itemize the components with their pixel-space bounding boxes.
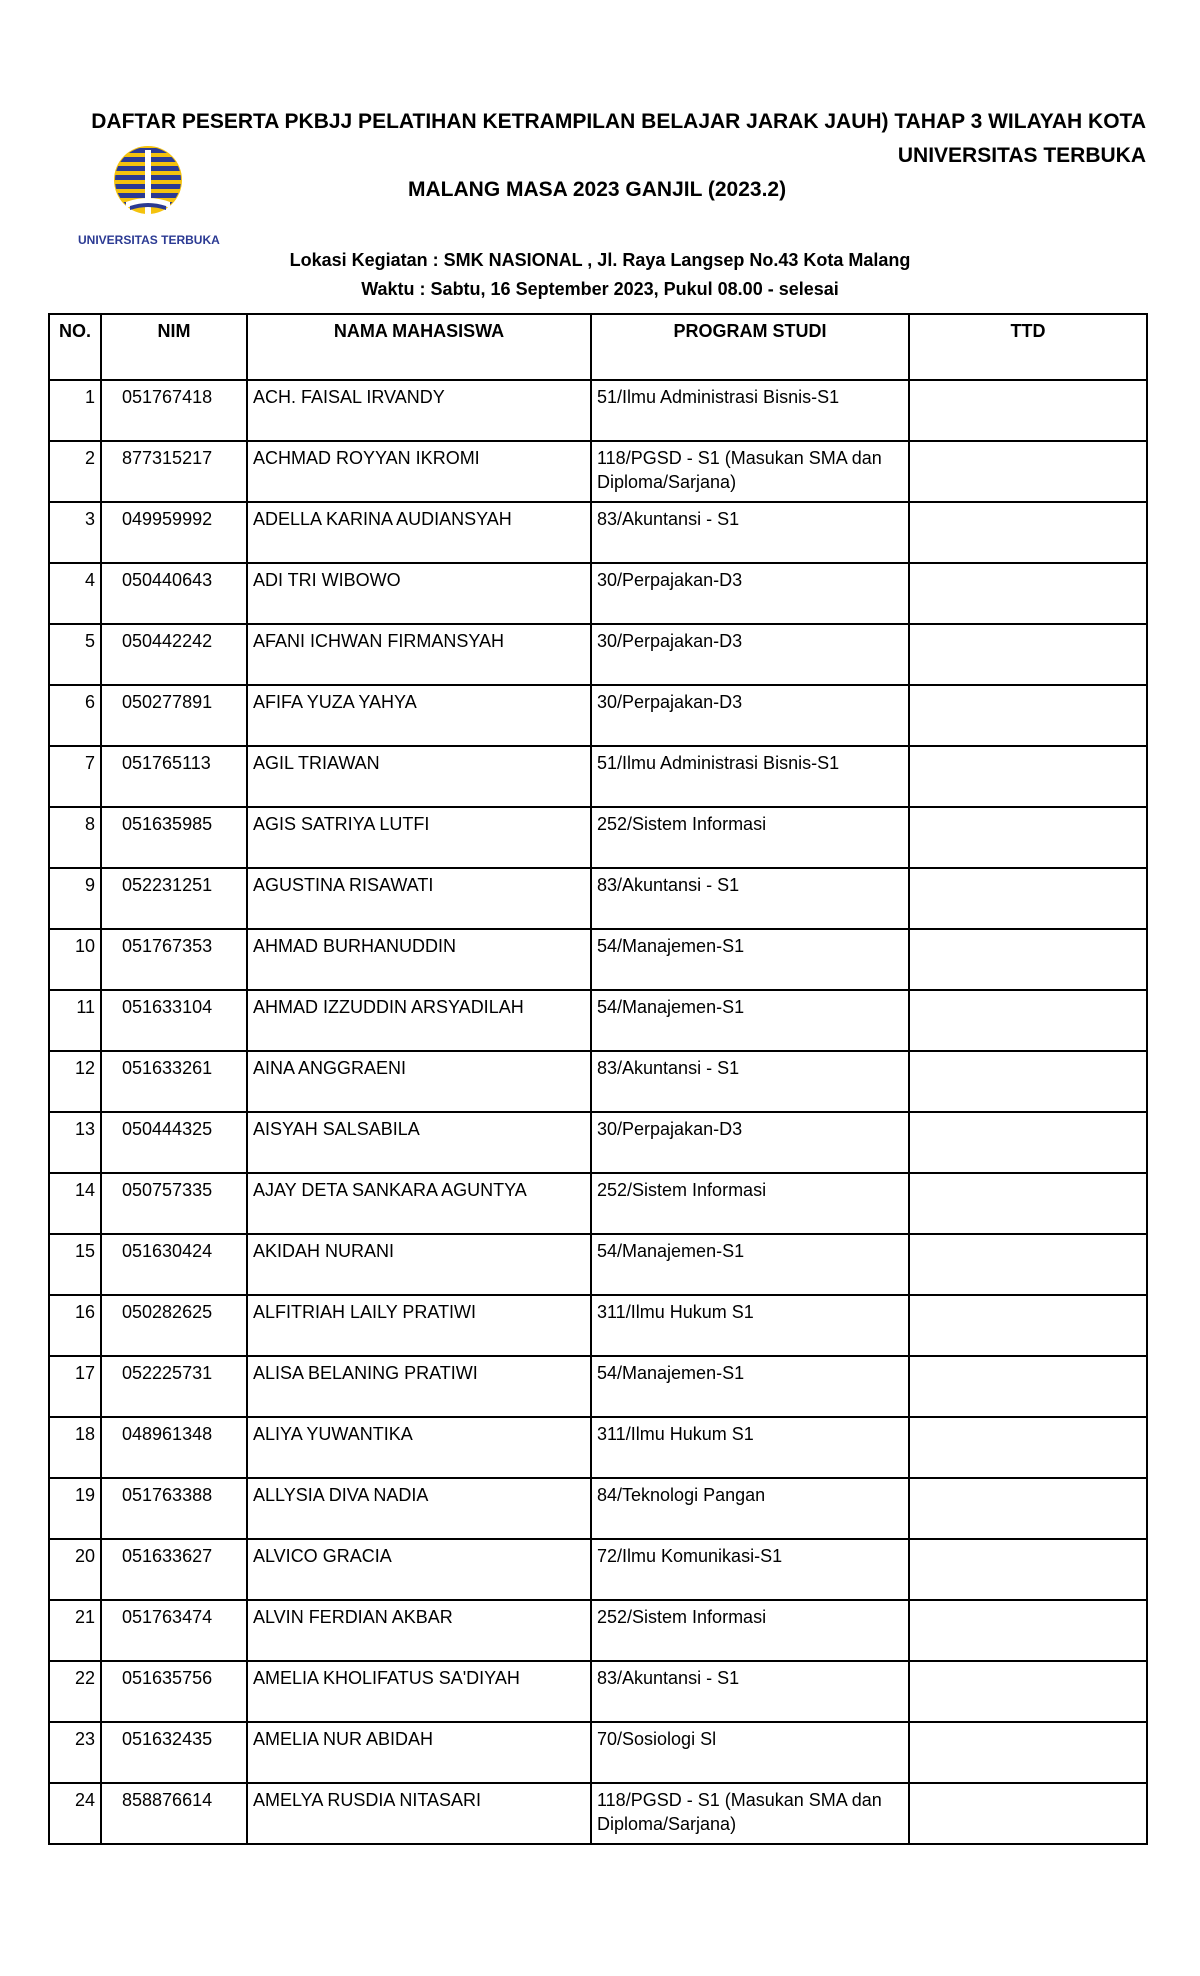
nim-cell: 050442242 <box>101 624 247 685</box>
nim-cell: 051630424 <box>101 1234 247 1295</box>
program-cell: 51/Ilmu Administrasi Bisnis-S1 <box>591 746 909 807</box>
signature-cell <box>909 1173 1147 1234</box>
university-logo <box>78 140 218 252</box>
program-cell: 30/Perpajakan-D3 <box>591 624 909 685</box>
program-cell: 54/Manajemen-S1 <box>591 1356 909 1417</box>
row-number-cell: 1 <box>49 380 101 441</box>
nim-cell: 877315217 <box>101 441 247 502</box>
nim-cell: 052225731 <box>101 1356 247 1417</box>
table-row <box>49 1600 1147 1661</box>
program-cell: 311/Ilmu Hukum S1 <box>591 1417 909 1478</box>
signature-cell <box>909 502 1147 563</box>
document-title-line1: DAFTAR PESERTA PKBJJ PELATIHAN KETRAMPILAN BELAJAR JARAK JAUH) TAHAP 3 WILAYAH KOTA <box>91 110 1146 133</box>
program-cell: 54/Manajemen-S1 <box>591 1234 909 1295</box>
row-number-cell: 13 <box>49 1112 101 1173</box>
document-title-line2: UNIVERSITAS TERBUKA <box>897 144 1146 167</box>
logo-text: UNIVERSITAS TERBUKA <box>78 233 220 247</box>
table-row <box>49 624 1147 685</box>
signature-cell <box>909 1356 1147 1417</box>
nim-cell: 051635985 <box>101 807 247 868</box>
table-row <box>49 1722 1147 1783</box>
nim-cell: 052231251 <box>101 868 247 929</box>
program-cell: 30/Perpajakan-D3 <box>591 563 909 624</box>
row-number-cell: 14 <box>49 1173 101 1234</box>
signature-cell <box>909 1295 1147 1356</box>
name-cell: ACH. FAISAL IRVANDY <box>247 380 591 441</box>
table-row <box>49 746 1147 807</box>
signature-cell <box>909 1661 1147 1722</box>
table-row <box>49 807 1147 868</box>
table-row <box>49 1051 1147 1112</box>
name-cell: ADI TRI WIBOWO <box>247 563 591 624</box>
program-cell: 30/Perpajakan-D3 <box>591 1112 909 1173</box>
column-header-prodi: PROGRAM STUDI <box>591 314 909 380</box>
table-row <box>49 1478 1147 1539</box>
name-cell: ALVIN FERDIAN AKBAR <box>247 1600 591 1661</box>
signature-cell <box>909 746 1147 807</box>
program-cell: 83/Akuntansi - S1 <box>591 868 909 929</box>
program-cell: 83/Akuntansi - S1 <box>591 1661 909 1722</box>
table-row <box>49 1356 1147 1417</box>
name-cell: AISYAH SALSABILA <box>247 1112 591 1173</box>
table-row <box>49 441 1147 502</box>
program-cell: 54/Manajemen-S1 <box>591 929 909 990</box>
signature-cell <box>909 807 1147 868</box>
signature-cell <box>909 1600 1147 1661</box>
nim-cell: 048961348 <box>101 1417 247 1478</box>
nim-cell: 051763474 <box>101 1600 247 1661</box>
row-number-cell: 2 <box>49 441 101 502</box>
row-number-cell: 3 <box>49 502 101 563</box>
nim-cell: 050444325 <box>101 1112 247 1173</box>
logo-emblem-icon <box>112 140 184 230</box>
row-number-cell: 23 <box>49 1722 101 1783</box>
row-number-cell: 19 <box>49 1478 101 1539</box>
nim-cell: 051633104 <box>101 990 247 1051</box>
program-cell: 118/PGSD - S1 (Masukan SMA dan Diploma/Sarjana) <box>591 441 909 502</box>
row-number-cell: 24 <box>49 1783 101 1844</box>
nim-cell: 050282625 <box>101 1295 247 1356</box>
time-line: Waktu : Sabtu, 16 September 2023, Pukul 08.00 - selesai <box>361 279 839 299</box>
table-row <box>49 1112 1147 1173</box>
name-cell: AGIL TRIAWAN <box>247 746 591 807</box>
table-row <box>49 990 1147 1051</box>
row-number-cell: 6 <box>49 685 101 746</box>
table-row <box>49 1783 1147 1844</box>
row-number-cell: 15 <box>49 1234 101 1295</box>
program-cell: 252/Sistem Informasi <box>591 1600 909 1661</box>
nim-cell: 051633627 <box>101 1539 247 1600</box>
program-cell: 118/PGSD - S1 (Masukan SMA dan Diploma/Sarjana) <box>591 1783 909 1844</box>
name-cell: ALFITRIAH LAILY PRATIWI <box>247 1295 591 1356</box>
name-cell: ADELLA KARINA AUDIANSYAH <box>247 502 591 563</box>
signature-cell <box>909 1478 1147 1539</box>
table-row <box>49 380 1147 441</box>
signature-cell <box>909 929 1147 990</box>
participant-table <box>48 313 1148 1845</box>
nim-cell: 051767418 <box>101 380 247 441</box>
nim-cell: 051767353 <box>101 929 247 990</box>
program-cell: 252/Sistem Informasi <box>591 1173 909 1234</box>
nim-cell: 858876614 <box>101 1783 247 1844</box>
signature-cell <box>909 868 1147 929</box>
name-cell: AJAY DETA SANKARA AGUNTYA <box>247 1173 591 1234</box>
nim-cell: 051635756 <box>101 1661 247 1722</box>
nim-cell: 051765113 <box>101 746 247 807</box>
row-number-cell: 17 <box>49 1356 101 1417</box>
table-row <box>49 685 1147 746</box>
nim-cell: 050757335 <box>101 1173 247 1234</box>
row-number-cell: 22 <box>49 1661 101 1722</box>
row-number-cell: 5 <box>49 624 101 685</box>
program-cell: 72/Ilmu Komunikasi-S1 <box>591 1539 909 1600</box>
signature-cell <box>909 1417 1147 1478</box>
table-row <box>49 929 1147 990</box>
nim-cell: 051632435 <box>101 1722 247 1783</box>
nim-cell: 051763388 <box>101 1478 247 1539</box>
row-number-cell: 18 <box>49 1417 101 1478</box>
name-cell: AHMAD IZZUDDIN ARSYADILAH <box>247 990 591 1051</box>
table-header-row <box>49 314 1147 380</box>
row-number-cell: 11 <box>49 990 101 1051</box>
name-cell: AMELIA KHOLIFATUS SA'DIYAH <box>247 1661 591 1722</box>
signature-cell <box>909 1051 1147 1112</box>
signature-cell <box>909 1112 1147 1173</box>
program-cell: 51/Ilmu Administrasi Bisnis-S1 <box>591 380 909 441</box>
row-number-cell: 21 <box>49 1600 101 1661</box>
document-title-line3: MALANG MASA 2023 GANJIL (2023.2) <box>408 178 787 201</box>
row-number-cell: 20 <box>49 1539 101 1600</box>
signature-cell <box>909 380 1147 441</box>
table-row <box>49 1539 1147 1600</box>
row-number-cell: 10 <box>49 929 101 990</box>
name-cell: AFIFA YUZA YAHYA <box>247 685 591 746</box>
program-cell: 54/Manajemen-S1 <box>591 990 909 1051</box>
name-cell: ALIYA YUWANTIKA <box>247 1417 591 1478</box>
column-header-ttd: TTD <box>909 314 1147 380</box>
signature-cell <box>909 624 1147 685</box>
program-cell: 70/Sosiologi Sl <box>591 1722 909 1783</box>
signature-cell <box>909 1783 1147 1844</box>
nim-cell: 050440643 <box>101 563 247 624</box>
program-cell: 84/Teknologi Pangan <box>591 1478 909 1539</box>
row-number-cell: 7 <box>49 746 101 807</box>
name-cell: AGIS SATRIYA LUTFI <box>247 807 591 868</box>
program-cell: 30/Perpajakan-D3 <box>591 685 909 746</box>
signature-cell <box>909 1722 1147 1783</box>
signature-cell <box>909 441 1147 502</box>
row-number-cell: 9 <box>49 868 101 929</box>
name-cell: ALISA BELANING PRATIWI <box>247 1356 591 1417</box>
table-row <box>49 1295 1147 1356</box>
nim-cell: 051633261 <box>101 1051 247 1112</box>
name-cell: ALVICO GRACIA <box>247 1539 591 1600</box>
program-cell: 311/Ilmu Hukum S1 <box>591 1295 909 1356</box>
name-cell: AFANI ICHWAN FIRMANSYAH <box>247 624 591 685</box>
table-row <box>49 1234 1147 1295</box>
column-header-no: NO. <box>49 314 101 380</box>
name-cell: AMELIA NUR ABIDAH <box>247 1722 591 1783</box>
nim-cell: 049959992 <box>101 502 247 563</box>
signature-cell <box>909 1539 1147 1600</box>
name-cell: AINA ANGGRAENI <box>247 1051 591 1112</box>
name-cell: ALLYSIA DIVA NADIA <box>247 1478 591 1539</box>
table-row <box>49 1173 1147 1234</box>
column-header-nim: NIM <box>101 314 247 380</box>
signature-cell <box>909 563 1147 624</box>
name-cell: ACHMAD ROYYAN IKROMI <box>247 441 591 502</box>
program-cell: 83/Akuntansi - S1 <box>591 1051 909 1112</box>
table-row <box>49 502 1147 563</box>
name-cell: AHMAD BURHANUDDIN <box>247 929 591 990</box>
row-number-cell: 8 <box>49 807 101 868</box>
signature-cell <box>909 685 1147 746</box>
name-cell: AMELYA RUSDIA NITASARI <box>247 1783 591 1844</box>
signature-cell <box>909 1234 1147 1295</box>
row-number-cell: 4 <box>49 563 101 624</box>
location-line: Lokasi Kegiatan : SMK NASIONAL , Jl. Raya Langsep No.43 Kota Malang <box>289 250 911 270</box>
table-row <box>49 563 1147 624</box>
row-number-cell: 12 <box>49 1051 101 1112</box>
table-row <box>49 1661 1147 1722</box>
name-cell: AGUSTINA RISAWATI <box>247 868 591 929</box>
name-cell: AKIDAH NURANI <box>247 1234 591 1295</box>
table-row <box>49 1417 1147 1478</box>
column-header-nama: NAMA MAHASISWA <box>247 314 591 380</box>
nim-cell: 050277891 <box>101 685 247 746</box>
program-cell: 83/Akuntansi - S1 <box>591 502 909 563</box>
signature-cell <box>909 990 1147 1051</box>
table-row <box>49 868 1147 929</box>
row-number-cell: 16 <box>49 1295 101 1356</box>
program-cell: 252/Sistem Informasi <box>591 807 909 868</box>
